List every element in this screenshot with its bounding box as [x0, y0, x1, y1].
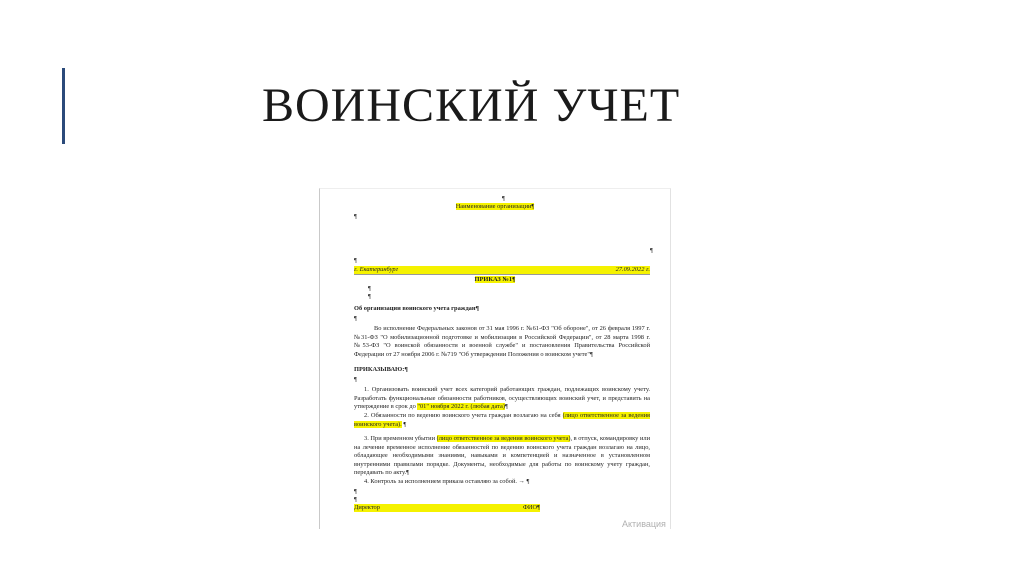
order-subject: Об организации воинского учета граждан¶	[354, 305, 480, 312]
item-4: 4. Контроль за исполнением приказа оставляю за собой. → ¶	[364, 478, 530, 485]
signer-title: Директор	[354, 504, 380, 511]
paragraph-mark: ¶	[502, 195, 505, 202]
item-1-deadline: "01" ноября 2022 г. (любая дата)	[417, 403, 505, 411]
accent-bar	[62, 68, 65, 144]
item-3-rest: , в отпуск, командировку или на лечение временное исполнение обязанностей по ведению воинского учета граждан возлагаю на лицо, обладающее необходимыми знаниями, навыками и компетенцией и назначенное в установленном внутренними правилами порядке. Документы, необходимые для работы по воинскому учету граждан, передавать по акту.¶	[354, 435, 650, 477]
order-number: ПРИКАЗ №1¶	[474, 276, 516, 283]
org-name: Наименование организации¶	[455, 203, 535, 210]
item-1-text: 1. Организовать воинский учет всех категорий работающих граждан, подлежащих воинскому учету. Разработать функциональные обязанности работников, осуществляющих воинский учет, и представить на утверждение в срок до	[354, 386, 650, 411]
item-2-mark: ¶	[401, 420, 407, 428]
item-2	[354, 412, 650, 429]
item-2-responsible: (лицо ответственное за ведения воинского учета).	[354, 412, 650, 428]
item-3-responsible: (лицо ответственное за ведения воинского учета)	[436, 435, 571, 442]
paragraph-mark: ¶	[354, 315, 357, 322]
document-image	[319, 188, 671, 529]
date: 27.09.2022 г.	[615, 266, 650, 273]
city-date-line	[354, 266, 650, 275]
city: г. Екатеринбург	[354, 266, 399, 273]
org-name-line	[320, 203, 670, 212]
signer-name: ФИО¶	[522, 504, 540, 511]
paragraph-mark: ¶	[354, 257, 357, 264]
item-1-mark: ¶	[504, 403, 508, 411]
slide-title: ВОИНСКИЙ УЧЕТ	[262, 79, 681, 132]
command-word: ПРИКАЗЫВАЮ:¶	[354, 366, 408, 373]
item-3-text: 3. При временном убытии	[364, 435, 437, 442]
signature-line	[354, 504, 540, 512]
paragraph-mark: ¶	[368, 293, 371, 300]
intro-paragraph: Во исполнение Федеральных законов от 31 мая 1996 г. №61-ФЗ "Об обороне", от 26 февраля 1997 г. №31-ФЗ "О мобилизационной подготовке и мобилизации в Российской Федерации", от 28 марта 1998 г. №53-ФЗ "О воинской обязанности и военной службе" и постановления Правительства Российской Федерации от 27 ноября 2006 г. №719 "Об утверждении Положения о воинском учете"¶	[354, 325, 650, 358]
paragraph-mark: ¶	[354, 376, 357, 383]
paragraph-mark: ¶	[354, 213, 357, 220]
activation-watermark: Активация	[622, 519, 666, 529]
paragraph-mark: ¶	[354, 496, 357, 503]
item-3	[354, 435, 650, 478]
paragraph-mark: ¶	[354, 488, 357, 495]
item-2-text: 2. Обязанности по ведению воинского учета граждан возлагаю на себя	[364, 412, 563, 419]
paragraph-mark: ¶	[368, 285, 371, 292]
order-number-line	[320, 276, 670, 285]
item-1	[354, 386, 650, 412]
paragraph-mark: ¶	[650, 247, 653, 254]
